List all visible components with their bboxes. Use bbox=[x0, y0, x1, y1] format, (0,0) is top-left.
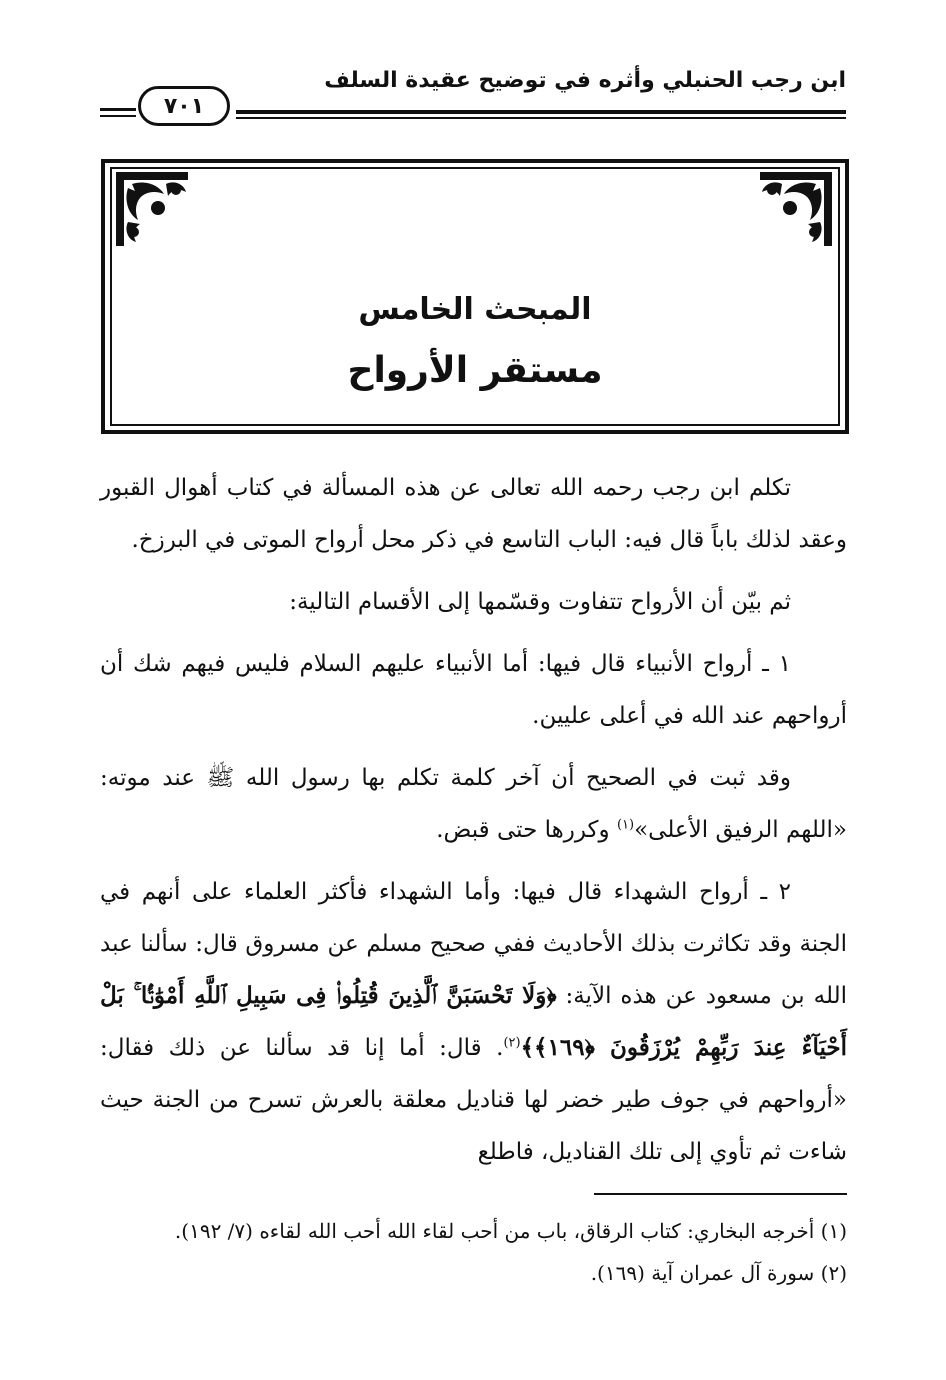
header-rule-thin bbox=[236, 117, 846, 119]
page-number-text: ٧٠١ bbox=[163, 93, 205, 119]
paragraph bbox=[100, 866, 847, 1178]
section-title: المبحث الخامس bbox=[358, 292, 592, 327]
body-text bbox=[100, 462, 847, 1188]
footnote-separator bbox=[594, 1193, 847, 1195]
paragraph-text: . قال: أما إنا قد سألنا عن ذلك فقال: «أرواحهم في جوف طير خضر لها قناديل معلقة بالعرش تسرح من الجنة حيث شاءت ثم تأوي إلى تلك القناديل، فاطلع bbox=[100, 1035, 847, 1165]
page-number-rule bbox=[100, 108, 136, 111]
paragraph-text: وكررها حتى قبض. bbox=[436, 817, 617, 843]
corner-ornament-icon bbox=[114, 170, 192, 250]
footnote: (٢) سورة آل عمران آية (١٦٩). bbox=[590, 1261, 847, 1285]
footnotes bbox=[100, 1212, 847, 1296]
paragraph bbox=[100, 752, 847, 856]
section-subtitle: مستقر الأرواح bbox=[347, 350, 603, 391]
header-rule bbox=[236, 110, 846, 114]
footnote-ref: (٢) bbox=[503, 1035, 521, 1051]
page-number-rule-thin bbox=[100, 115, 136, 117]
paragraph-text: ٢ ـ أرواح الشهداء قال فيها: وأما الشهداء فأكثر العلماء على أنهم في الجنة وقد تكاثرت بذلك الأحاديث ففي صحيح مسلم عن مسروق قال: سألنا عبد الله بن مسعود عن هذه الآية: bbox=[100, 879, 848, 1009]
running-title: ابن رجب الحنبلي وأثره في توضيح عقيدة السلف bbox=[324, 68, 846, 93]
quran-verse: ﴿وَلَا تَحْسَبَنَّ ٱلَّذِينَ قُتِلُوا۟ فِى سَبِيلِ ٱللَّهِ أَمْوَٰتًۢا ۚ بَلْ أَحْيَآءٌ عِندَ رَبِّهِمْ يُرْزَقُونَ ﴿١٦٩﴾﴾ bbox=[100, 982, 847, 1061]
corner-ornament-icon bbox=[756, 170, 834, 250]
footnote: (١) أخرجه البخاري: كتاب الرقاق، باب من أحب لقاء الله أحب الله لقاءه (٧/ ١٩٢). bbox=[174, 1219, 847, 1243]
paragraph: تكلم ابن رجب رحمه الله تعالى عن هذه المسألة في كتاب أهوال القبور وعقد لذلك باباً قال فيه: الباب التاسع في ذكر محل أرواح الموتى في البرزخ. bbox=[100, 475, 847, 553]
page-number bbox=[138, 86, 230, 126]
footnote-ref: (١) bbox=[616, 817, 635, 833]
paragraph: ١ ـ أرواح الأنبياء قال فيها: أما الأنبياء عليهم السلام فليس فيهم شك أن أرواحهم عند الله في أعلى عليين. bbox=[100, 651, 847, 729]
paragraph-text: وقد ثبت في الصحيح أن آخر كلمة تكلم بها رسول الله ﷺ عند موته: «اللهم الرفيق الأعلى» bbox=[100, 765, 847, 843]
paragraph: ثم بيّن أن الأرواح تتفاوت وقسّمها إلى الأقسام التالية: bbox=[289, 589, 791, 615]
